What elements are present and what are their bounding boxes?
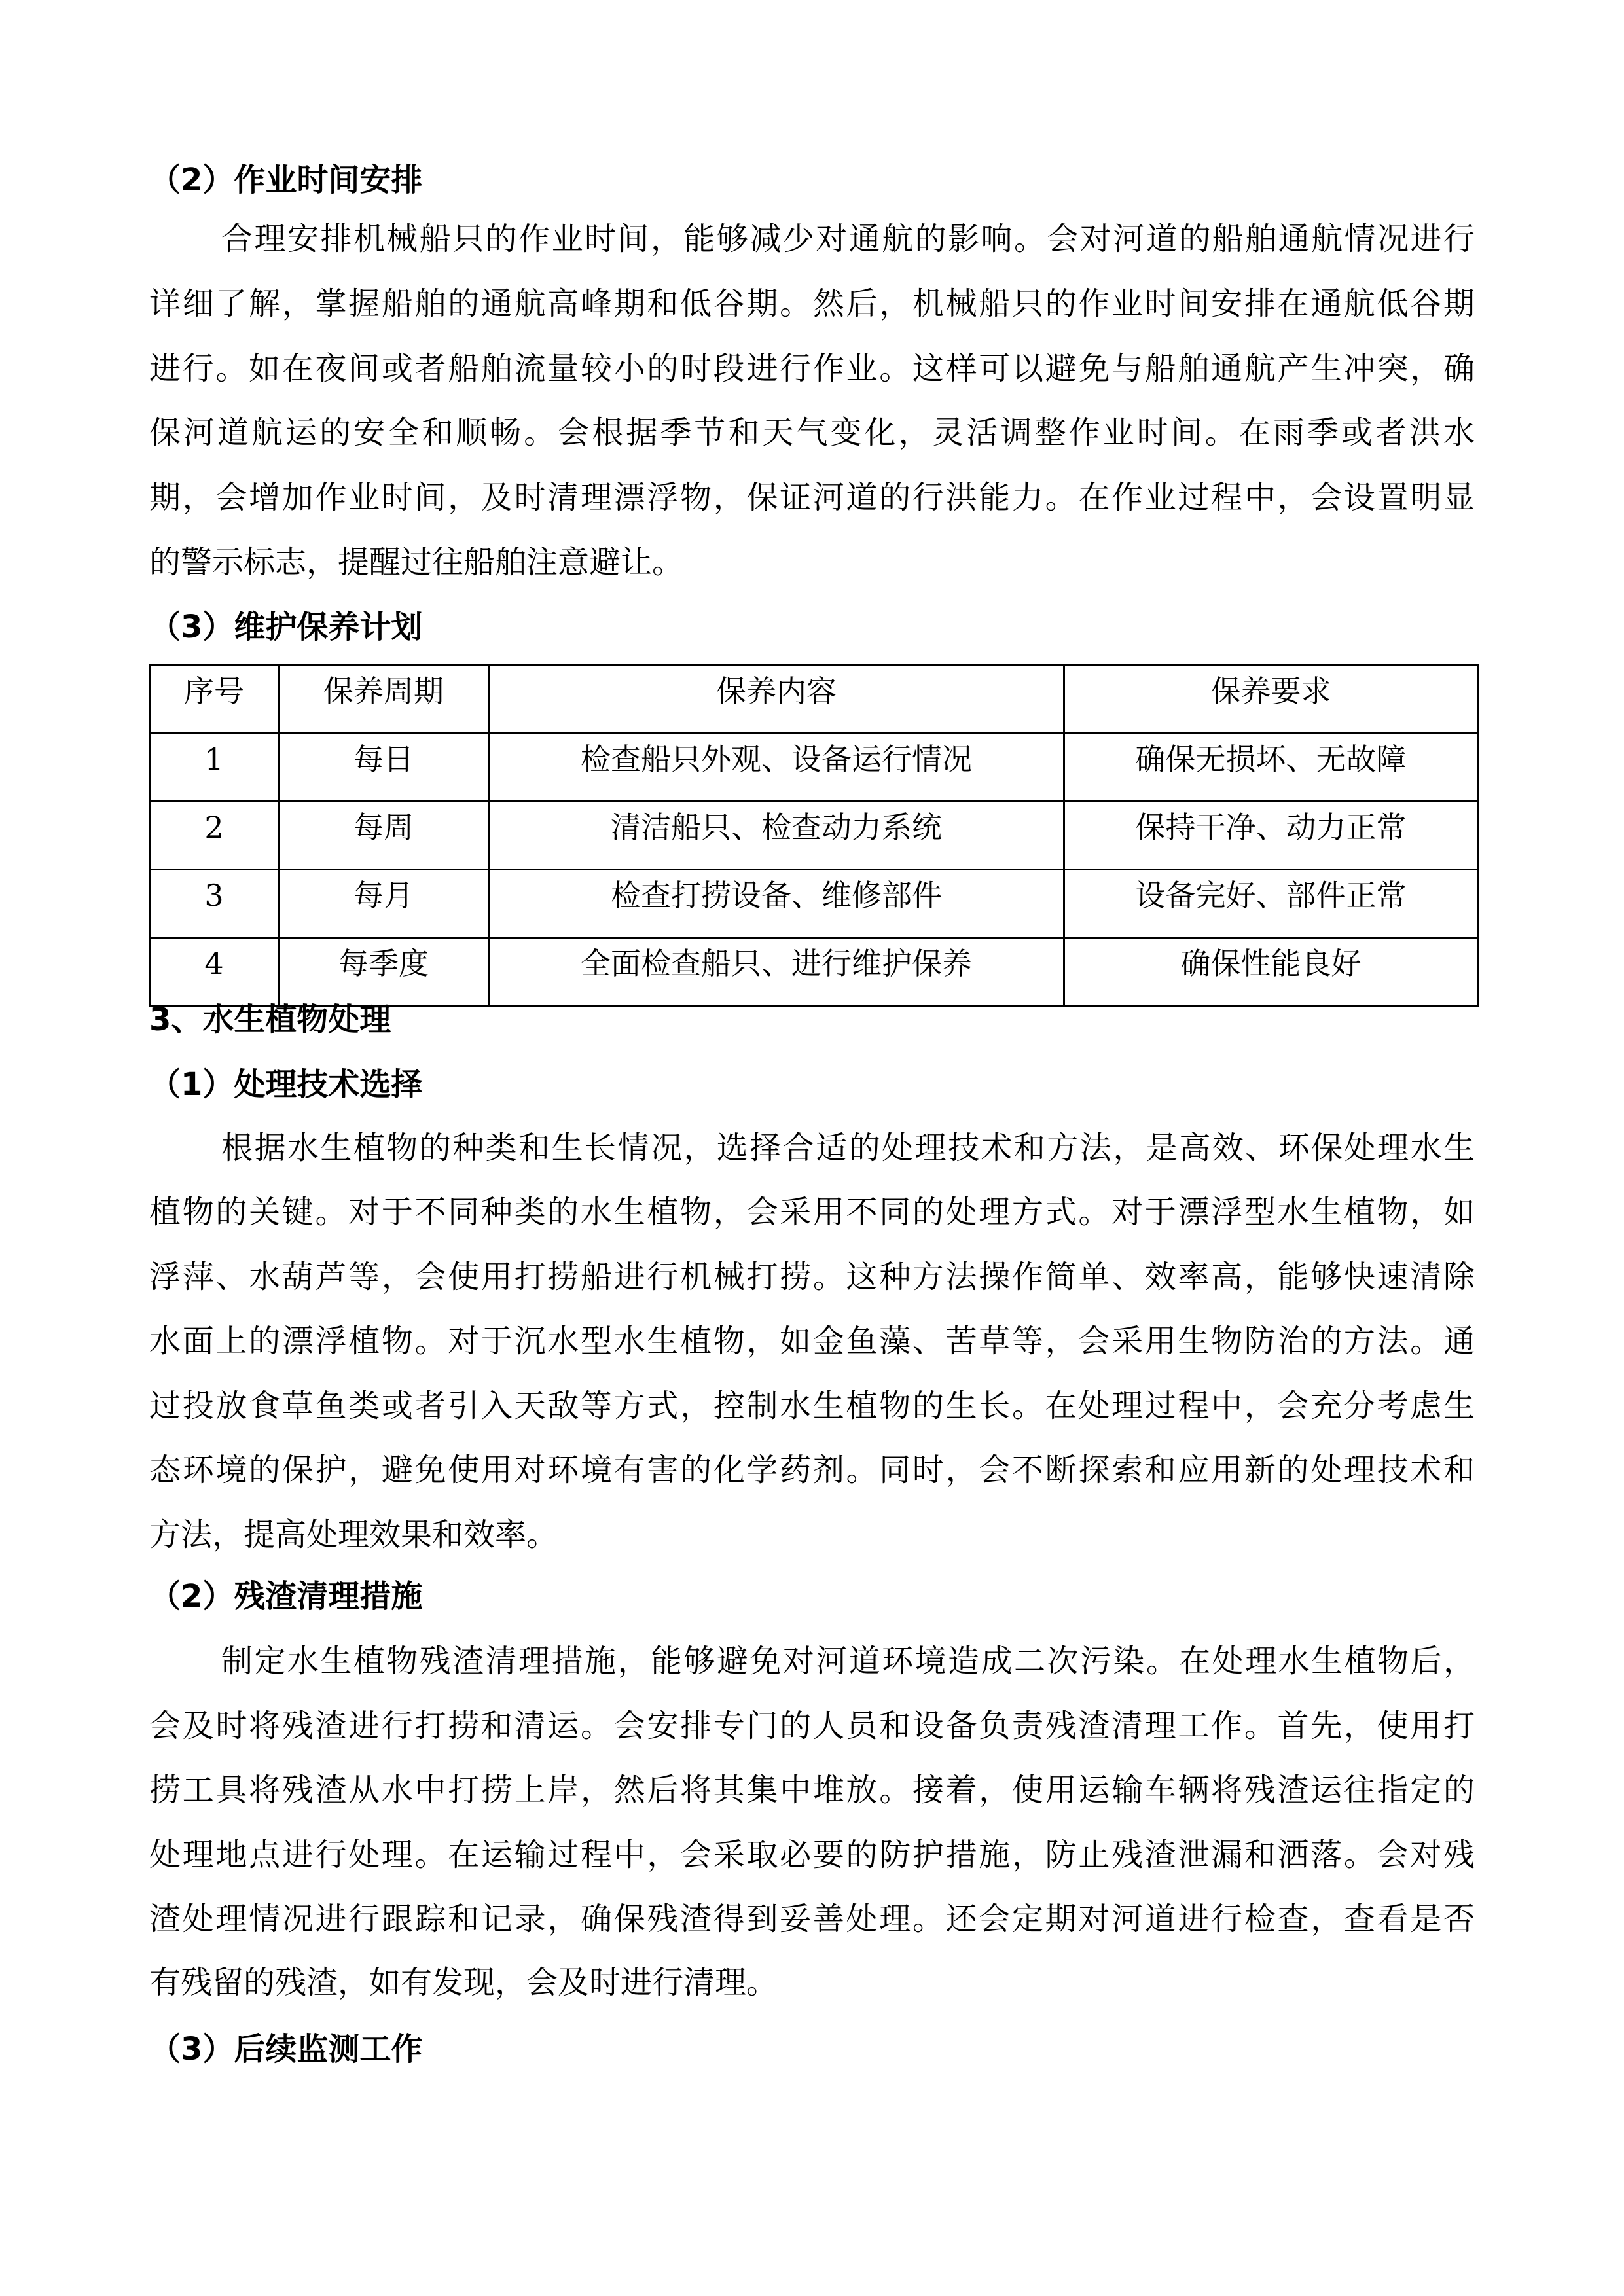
section-heading-treatment-tech: （1）处理技术选择 (149, 1066, 423, 1103)
paragraph-line: 详细了解，掌握船舶的通航高峰期和低谷期。然后，机械船只的作业时间安排在通航低谷期 (149, 285, 1475, 322)
paragraph-line: 方法，提高处理效果和效率。 (149, 1516, 558, 1553)
cell-index: 4 (150, 938, 279, 1006)
paragraph-line: 的警示标志，提醒过往船舶注意避让。 (149, 544, 684, 581)
paragraph-line: 保河道航运的安全和顺畅。会根据季节和天气变化，灵活调整作业时间。在雨季或者洪水 (149, 414, 1475, 451)
paragraph-line: 处理地点进行处理。在运输过程中，会采取必要的防护措施，防止残渣泄漏和洒落。会对残 (149, 1837, 1475, 1873)
paragraph-line: 植物的关键。对于不同种类的水生植物，会采用不同的处理方式。对于漂浮型水生植物，如 (149, 1194, 1475, 1230)
paragraph-line: 捞工具将残渣从水中打捞上岸，然后将其集中堆放。接着，使用运输车辆将残渣运往指定的 (149, 1772, 1475, 1808)
cell-requirement: 确保性能良好 (1064, 938, 1478, 1006)
section-heading-work-schedule: （2）作业时间安排 (149, 162, 423, 198)
cell-content: 清洁船只、检查动力系统 (489, 802, 1064, 870)
cell-requirement: 保持干净、动力正常 (1064, 802, 1478, 870)
header-cell-index: 序号 (150, 666, 279, 734)
cell-content: 全面检查船只、进行维护保养 (489, 938, 1064, 1006)
paragraph-line: 水面上的漂浮植物。对于沉水型水生植物，如金鱼藻、苦草等，会采用生物防治的方法。通 (149, 1323, 1475, 1359)
paragraph-line: 根据水生植物的种类和生长情况，选择合适的处理技术和方法，是高效、环保处理水生 (221, 1130, 1475, 1166)
cell-requirement: 确保无损坏、无故障 (1064, 734, 1478, 802)
cell-index: 2 (150, 802, 279, 870)
chapter-heading-aquatic-plants: 3、水生植物处理 (149, 1001, 391, 1038)
paragraph-line: 进行。如在夜间或者船舶流量较小的时段进行作业。这样可以避免与船舶通航产生冲突，确 (149, 350, 1475, 387)
section-heading-follow-up-monitoring: （3）后续监测工作 (149, 2031, 423, 2068)
cell-content: 检查打捞设备、维修部件 (489, 870, 1064, 938)
cell-index: 1 (150, 734, 279, 802)
paragraph-line: 渣处理情况进行跟踪和记录，确保残渣得到妥善处理。还会定期对河道进行检查，查看是否 (149, 1901, 1475, 1937)
table-row (150, 734, 1478, 802)
header-cell-content: 保养内容 (489, 666, 1064, 734)
paragraph-line: 有残留的残渣，如有发现，会及时进行清理。 (149, 1964, 778, 2001)
section-heading-maintenance-plan: （3）维护保养计划 (149, 609, 423, 645)
header-cell-cycle: 保养周期 (279, 666, 489, 734)
cell-index: 3 (150, 870, 279, 938)
cell-requirement: 设备完好、部件正常 (1064, 870, 1478, 938)
paragraph-line: 制定水生植物残渣清理措施，能够避免对河道环境造成二次污染。在处理水生植物后， (221, 1643, 1475, 1679)
cell-cycle: 每月 (279, 870, 489, 938)
paragraph-line: 会及时将残渣进行打捞和清运。会安排专门的人员和设备负责残渣清理工作。首先，使用打 (149, 1708, 1475, 1744)
cell-cycle: 每周 (279, 802, 489, 870)
section-heading-residue-cleanup: （2）残渣清理措施 (149, 1578, 423, 1615)
cell-cycle: 每日 (279, 734, 489, 802)
paragraph-line: 合理安排机械船只的作业时间，能够减少对通航的影响。会对河道的船舶通航情况进行 (221, 221, 1475, 257)
table-row (150, 802, 1478, 870)
paragraph-line: 过投放食草鱼类或者引入天敌等方式，控制水生植物的生长。在处理过程中，会充分考虑生 (149, 1388, 1475, 1424)
cell-cycle: 每季度 (279, 938, 489, 1006)
maintenance-table (149, 664, 1479, 1007)
cell-content: 检查船只外观、设备运行情况 (489, 734, 1064, 802)
header-cell-requirement: 保养要求 (1064, 666, 1478, 734)
table-row (150, 870, 1478, 938)
paragraph-line: 期，会增加作业时间，及时清理漂浮物，保证河道的行洪能力。在作业过程中，会设置明显 (149, 479, 1475, 516)
paragraph-line: 浮萍、水葫芦等，会使用打捞船进行机械打捞。这种方法操作简单、效率高，能够快速清除 (149, 1259, 1475, 1295)
paragraph-line: 态环境的保护，避免使用对环境有害的化学药剂。同时，会不断探索和应用新的处理技术和 (149, 1452, 1475, 1488)
table-header-row (150, 666, 1478, 734)
